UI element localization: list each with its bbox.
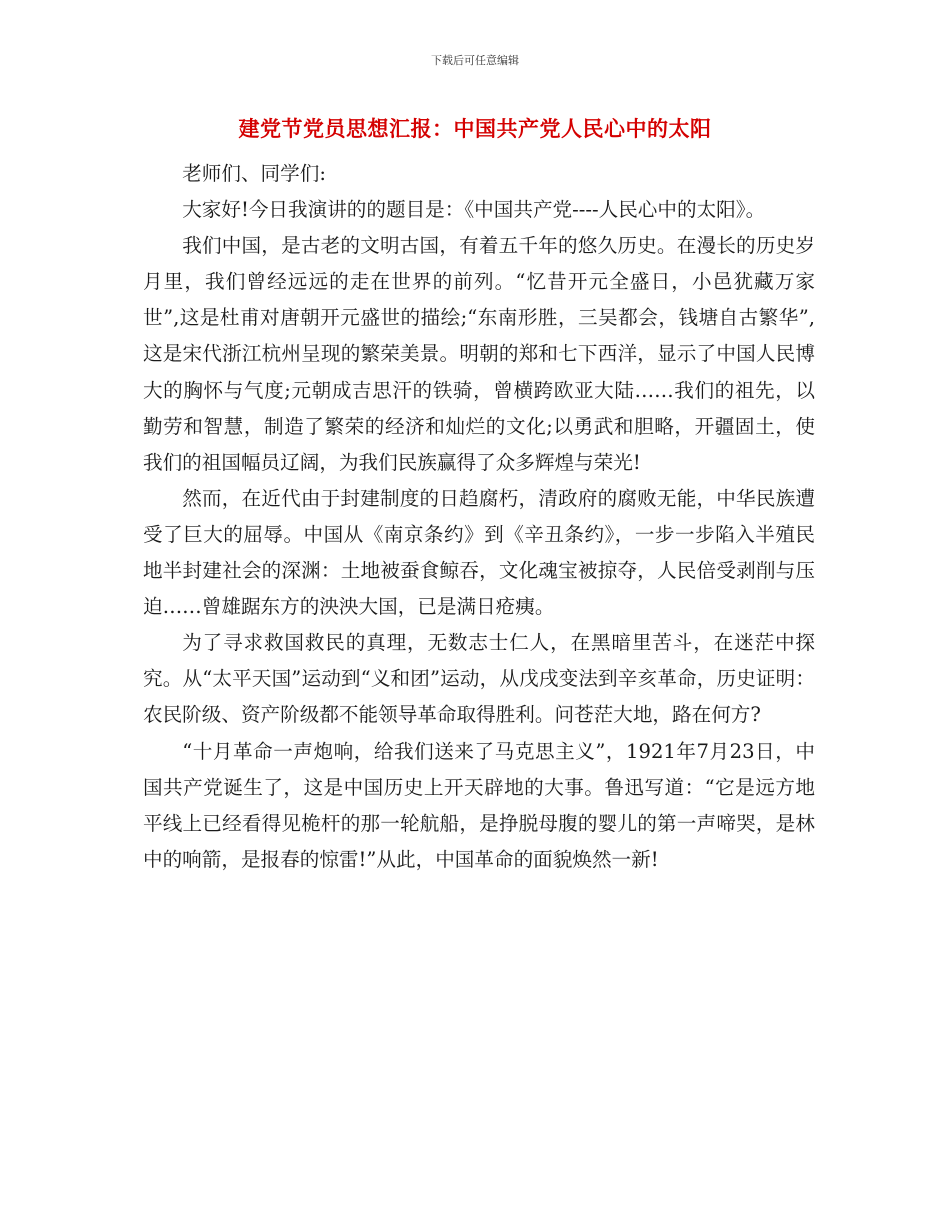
paragraph: “十月革命一声炮响，给我们送来了马克思主义”，1921年7月23日，中国共产党诞生了，这是中国历史上开天辟地的大事。鲁迅写道：“它是远方地平线上已经看得见桅杆的那一轮航船，是挣脱母腹的婴儿的第一声啼哭，是林中的响箭，是报春的惊雷!”从此，中国革命的面貌焕然一新! (143, 739, 815, 871)
paragraph: 我们中国，是古老的文明古国，有着五千年的悠久历史。在漫长的历史岁月里，我们曾经远远的走在世界的前列。“忆昔开元全盛日，小邑犹藏万家世”,这是杜甫对唐朝开元盛世的描绘;“东南形胜，三吴都会，钱塘自古繁华”,这是宋代浙江杭州呈现的繁荣美景。明朝的郑和七下西洋，显示了中国人民博大的胸怀与气度;元朝成吉思汗的铁骑，曾横跨欧亚大陆……我们的祖先，以勤劳和智慧，制造了繁荣的经济和灿烂的文化;以勇武和胆略，开疆固土，使我们的祖国幅员辽阔，为我们民族赢得了众多辉煌与荣光! (143, 234, 815, 474)
paragraph: 为了寻求救国救民的真理，无数志士仁人，在黑暗里苦斗，在迷茫中探究。从“太平天国”运动到“义和团”运动，从戊戌变法到辛亥革命，历史证明：农民阶级、资产阶级都不能领导革命取得胜利。问苍茫大地，路在何方? (143, 631, 815, 727)
paragraph: 大家好!今日我演讲的的题目是：《中国共产党----人民心中的太阳》。 (182, 198, 766, 222)
salutation: 老师们、同学们: (182, 162, 326, 185)
paragraph: 然而，在近代由于封建制度的日趋腐朽，清政府的腐败无能，中华民族遭受了巨大的屈辱。中国从《南京条约》到《辛丑条约》，一步一步陷入半殖民地半封建社会的深渊：土地被蚕食鲸吞，文化魂宝被掠夺，人民倍受剥削与压迫……曾雄踞东方的泱泱大国，已是满日疮痍。 (143, 486, 815, 619)
document-body (143, 156, 815, 878)
document-title: 建党节党员思想汇报：中国共产党人民心中的太阳 (238, 117, 712, 141)
download-note: 下载后可任意编辑 (431, 54, 519, 67)
